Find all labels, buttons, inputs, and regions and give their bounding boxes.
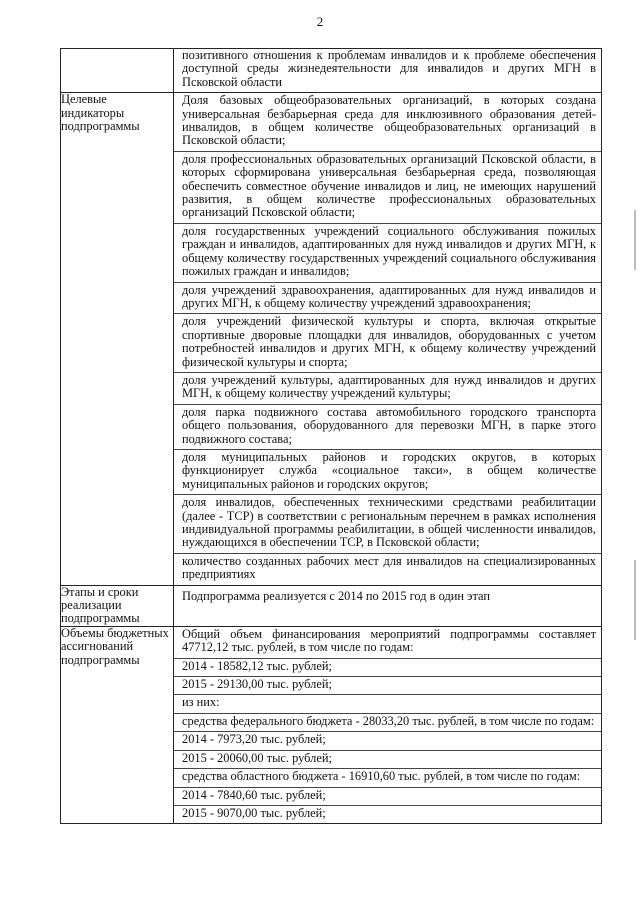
paragraph: доля государственных учреждений социального обслуживания пожилых граждан и инвалидов, адаптированных для нужд инвалидов и других МГН, к общему количеству государственных учреждений социального обслуживания пожилых граждан и инвалидов; (174, 223, 601, 282)
row-value (174, 93, 602, 585)
paragraph: количество созданных рабочих мест для инвалидов на специализированных предприятиях (174, 553, 601, 585)
row-label: Объемы бюджетных ассигнований подпрограммы (61, 626, 174, 823)
paragraph: доля муниципальных районов и городских округов, в которых функционирует служба «социальное такси», в общем количестве муниципальных районов и городских округов; (174, 449, 601, 494)
paragraph: 2014 - 7840,60 тыс. рублей; (174, 787, 601, 805)
table-row (61, 626, 602, 823)
paragraph: доля учреждений здравоохранения, адаптированных для нужд инвалидов и других МГН, к общему количеству учреждений здравоохранения; (174, 282, 601, 314)
paragraph: доля профессиональных образовательных организаций Псковской области, в которых сформирована универсальная безбарьерная среда, позволяющая обеспечить совместное обучение инвалидов и лиц, не имеющих нарушений развития, в общем количестве профессиональных образовательных организаций Псковской области; (174, 151, 601, 223)
paragraph: средства областного бюджета - 16910,60 тыс. рублей, в том числе по годам: (174, 768, 601, 786)
row-value (174, 626, 602, 823)
paragraph: 2015 - 20060,00 тыс. рублей; (174, 750, 601, 768)
paragraph: Общий объем финансирования мероприятий подпрограммы составляет 47712,12 тыс. рублей, в том числе по годам: (182, 626, 596, 655)
paragraph: доля инвалидов, обеспеченных техническими средствами реабилитации (далее - ТСР) в соответствии с региональным перечнем в рамках исполнения индивидуальной программы реабилитации, в общей численности инвалидов, нуждающихся в обеспечении ТСР, в Псковской области; (174, 494, 601, 553)
paragraph: доля парка подвижного состава автомобильного городского транспорта общего пользования, оборудованного для перевозки МГН, в парке этого подвижного состава; (174, 404, 601, 449)
row-label: Целевые индикаторы подпрограммы (61, 93, 174, 585)
row-value (174, 49, 602, 93)
paragraph: доля учреждений культуры, адаптированных для нужд инвалидов и других МГН, к общему количеству учреждений культуры; (174, 372, 601, 404)
paragraph: 2015 - 29130,00 тыс. рублей; (174, 676, 601, 694)
paragraph: доля учреждений физической культуры и спорта, включая открытые спортивные дворовые площадки для инвалидов, оборудованных с учетом потребностей инвалидов и других МГН, к общему количеству учреждений физической культуры и спорта; (174, 313, 601, 372)
table-row (61, 585, 602, 626)
scan-edge-mark (634, 560, 636, 640)
paragraph: Доля базовых общеобразовательных организаций, в которых создана универсальная безбарьерная среда для инклюзивного образования детей-инвалидов, в общем количестве общеобразовательных организаций в Псковской области; (182, 93, 596, 148)
paragraph: 2015 - 9070,00 тыс. рублей; (174, 805, 601, 823)
passport-table (60, 48, 602, 824)
paragraph: 2014 - 7973,20 тыс. рублей; (174, 731, 601, 749)
scan-edge-mark (634, 210, 636, 270)
paragraph: позитивного отношения к проблемам инвалидов и к проблеме обеспечения доступной среды жизнедеятельности для инвалидов и других МГН в Псковской области (182, 48, 596, 89)
paragraph: 2014 - 18582,12 тыс. рублей; (174, 658, 601, 676)
row-label (61, 49, 174, 93)
row-value (174, 585, 602, 626)
table-row (61, 49, 602, 93)
paragraph: из них: (174, 694, 601, 712)
page-number: 2 (316, 14, 324, 29)
table-row (61, 93, 602, 585)
row-label: Этапы и сроки реализации подпрограммы (61, 585, 174, 626)
paragraph: Подпрограмма реализуется с 2014 по 2015 год в один этап (182, 588, 490, 603)
paragraph: средства федерального бюджета - 28033,20 тыс. рублей, в том числе по годам: (174, 713, 601, 731)
